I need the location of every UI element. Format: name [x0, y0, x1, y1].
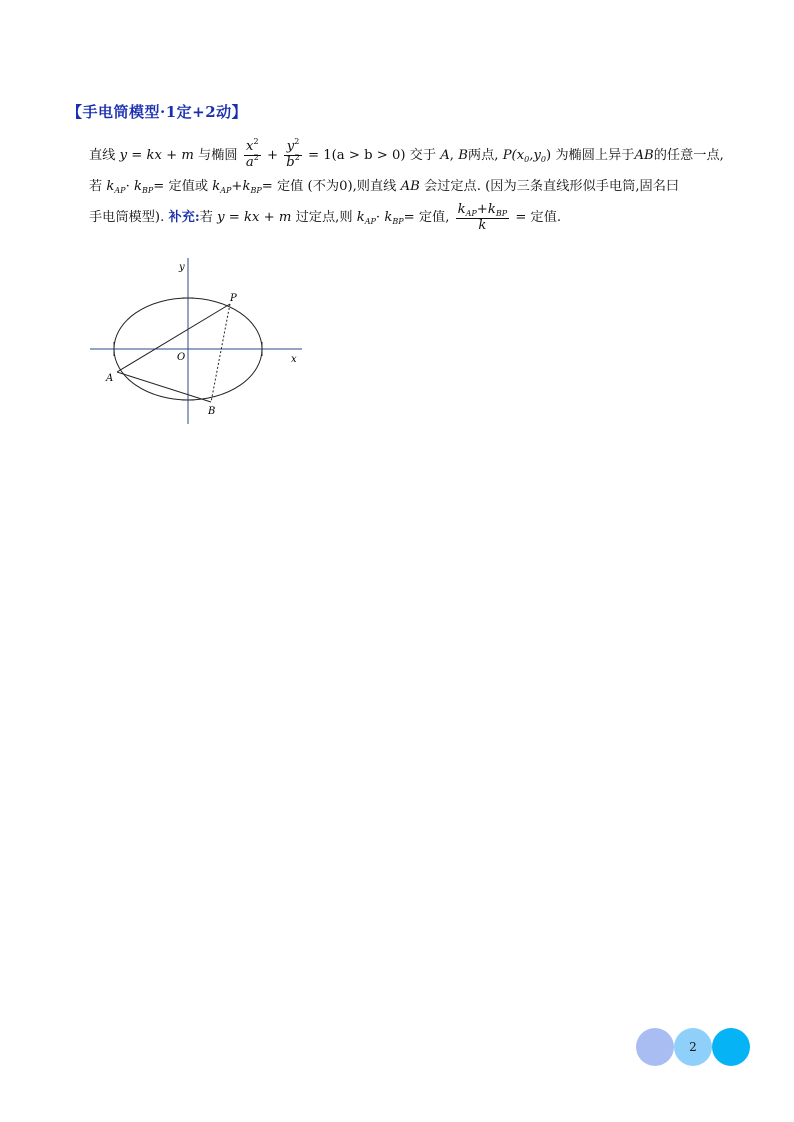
text-equals-const: = 定值.	[515, 210, 562, 225]
sub-BP: BP	[141, 186, 154, 195]
page-number-badge	[636, 1028, 754, 1068]
sup-2: 2	[294, 137, 300, 146]
page-number: 2	[689, 1040, 697, 1054]
sub-AP: AP	[364, 217, 376, 226]
point-P-label: P(x	[502, 148, 525, 163]
supplement-label: 补充:	[168, 210, 200, 225]
line-equation: y = kx + m	[119, 148, 194, 163]
sup-2: 2	[294, 153, 300, 162]
model-description	[89, 137, 729, 233]
line-equation: y = kx + m	[217, 210, 292, 225]
k-symbol: k	[478, 217, 487, 233]
badge-circle-right	[712, 1028, 750, 1066]
text-const-nonzero: = 定值 (不为0),则直线	[261, 179, 397, 194]
text-if: 若	[199, 210, 213, 225]
point-label-B: B	[208, 406, 216, 417]
ellipse-figure	[80, 252, 320, 432]
paragraph-line-2	[89, 171, 729, 202]
sup-2: 2	[253, 153, 259, 162]
sub-BP: BP	[392, 217, 404, 226]
text-model-name: 手电筒模型).	[89, 210, 165, 225]
origin-label: O	[177, 352, 186, 363]
paragraph-line-1	[89, 137, 729, 171]
k-symbol: k	[356, 210, 365, 225]
segment-PB	[211, 304, 230, 402]
fraction-y-over-b	[284, 137, 302, 171]
point-label-P: P	[230, 293, 237, 304]
point-P-close: )	[546, 148, 552, 163]
axis-label-x: x	[291, 354, 297, 365]
frac-x-num: x	[246, 139, 254, 154]
text-passes-fixed: 过定点,则	[295, 210, 353, 225]
text-fixed-point: 会过定点.	[424, 179, 481, 194]
point-P-y: ,y	[529, 148, 541, 163]
k-symbol: k	[384, 210, 393, 225]
k-symbol: k	[106, 179, 115, 194]
fraction-sum-over-k	[456, 203, 510, 233]
text-on-ellipse: 为椭圆上异于	[555, 148, 635, 163]
point-A: A	[440, 148, 450, 163]
text-with-ellipse: 与椭圆	[198, 148, 238, 163]
segment-AB: AB	[400, 179, 420, 194]
ellipse-condition: = 1(a > b > 0) 交于	[308, 148, 437, 163]
text-straight-line: 直线	[89, 148, 116, 163]
sub-AP: AP	[220, 186, 232, 195]
k-symbol: k	[457, 201, 466, 217]
paragraph-line-3	[89, 202, 729, 233]
k-symbol: k	[487, 201, 496, 217]
k-symbol: k	[133, 179, 142, 194]
text-arbitrary-point: 的任意一点,	[653, 148, 724, 163]
text-equals-const: = 定值,	[403, 210, 450, 225]
plus-sign: +	[231, 179, 243, 194]
frac-x-den: a	[245, 155, 254, 170]
k-symbol: k	[212, 179, 221, 194]
plus-sign: +	[266, 148, 279, 163]
sub-0: 0	[524, 155, 530, 164]
frac-y-num: y	[286, 139, 295, 154]
sub-0: 0	[540, 155, 546, 164]
sub-BP: BP	[495, 208, 508, 218]
dot-product: ·	[125, 179, 130, 194]
dot-product: ·	[375, 210, 381, 225]
axis-label-y: y	[179, 262, 185, 273]
text-reason: (因为三条直线形似手电筒,固名曰	[485, 179, 680, 194]
text-if: 若	[89, 179, 103, 194]
point-label-A: A	[106, 373, 114, 384]
plus-sign: +	[476, 201, 488, 217]
sub-AP: AP	[114, 186, 126, 195]
sub-BP: BP	[250, 186, 262, 195]
text-const-or: = 定值或	[153, 179, 209, 194]
text-two-points: 两点,	[467, 148, 499, 163]
badge-circle-left	[636, 1028, 674, 1066]
sup-2: 2	[253, 137, 259, 146]
sub-AP: AP	[465, 208, 477, 218]
fraction-x-over-a	[244, 137, 261, 171]
comma: ,	[449, 148, 454, 163]
k-symbol: k	[242, 179, 251, 194]
section-heading: 【手电筒模型·1定+2动】	[67, 103, 248, 121]
point-B: B	[458, 148, 468, 163]
frac-y-den: b	[286, 155, 295, 170]
segment-AB: AB	[634, 148, 654, 163]
